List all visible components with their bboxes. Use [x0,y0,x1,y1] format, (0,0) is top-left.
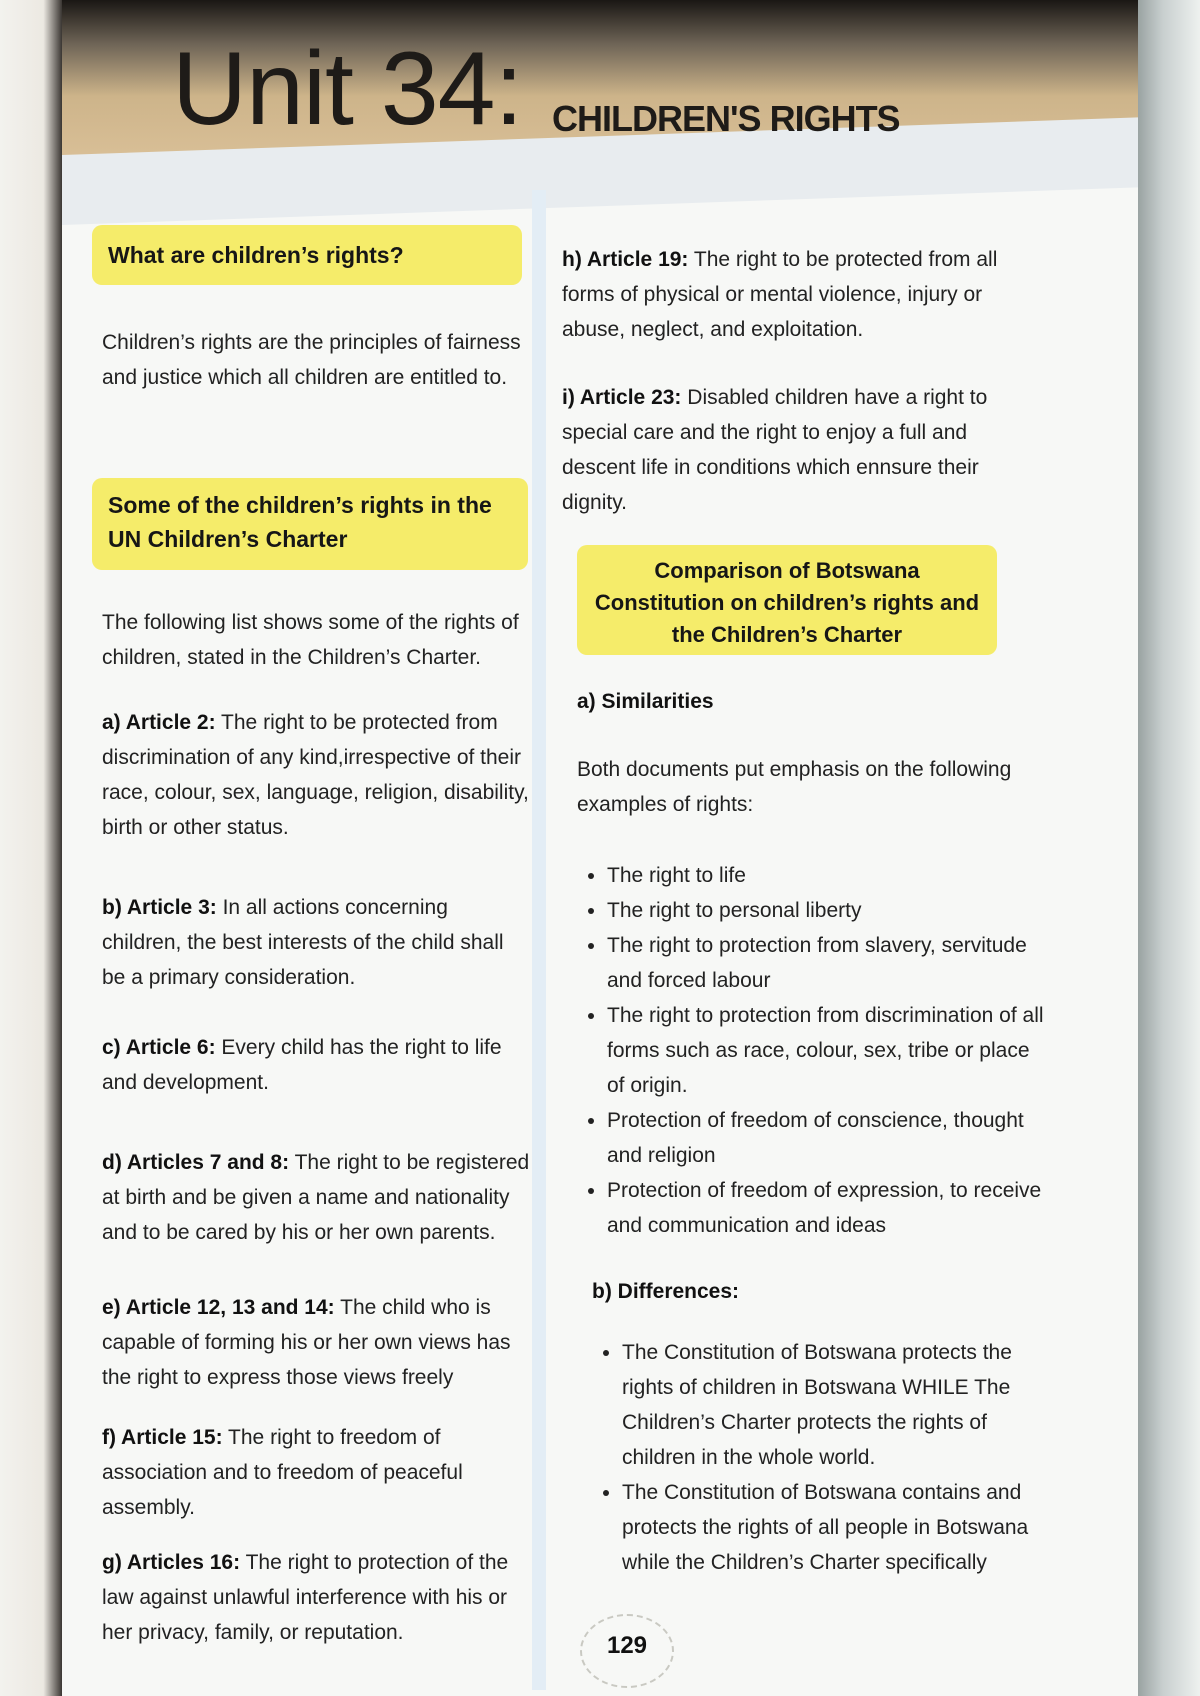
list-item: • The right to protection from discrimination of all forms such as race, colour, sex, tribe or place of origin. [607,998,1047,1103]
column-divider [532,190,546,1690]
list-item: • The right to personal liberty [607,893,1047,928]
page-edge-right [1138,0,1200,1696]
page-number: 129 [606,1632,648,1659]
similarities-list [577,858,1047,1243]
article-label: h) Article 19: [562,248,689,271]
comparison-heading: Comparison of Botswana Constitution on children’s rights and the Children’s Charter [577,545,997,655]
list-item: • The right to protection from slavery, servitude and forced labour [607,928,1047,998]
similarities-intro: Both documents put emphasis on the following examples of rights: [577,758,1012,816]
article-item [102,1290,532,1395]
list-item: • Protection of freedom of conscience, thought and religion [607,1103,1047,1173]
article-text: The right to protection of the law against unlawful interference with his or her privacy, family, or reputation. [102,1551,509,1644]
article-item [102,1545,532,1650]
article-item [562,380,1032,520]
article-label: g) Articles 16: [102,1551,241,1574]
charter-heading: Some of the children’s rights in the UN Children’s Charter [92,478,528,570]
article-label: i) Article 23: [562,386,682,409]
unit-number: Unit 34: [172,31,523,147]
article-text: In all actions concerning children, the best interests of the child shall be a primary consideration. [102,896,504,989]
article-text: The right to be protected from discrimination of any kind,irrespective of their race, colour, sex, language, religion, disability, birth or other status. [102,711,529,839]
article-item [102,705,532,845]
article-text: The right to be protected from all forms of physical or mental violence, injury or abuse, neglect, and exploitation. [562,248,998,341]
article-text: The child who is capable of forming his or her own views has the right to express those views freely [102,1296,511,1389]
article-item [102,1420,532,1525]
article-label: f) Article 15: [102,1426,223,1449]
differences-heading: b) Differences: [592,1280,740,1303]
definition-text: Children’s rights are the principles of fairness and justice which all children are entitled to. [102,331,521,389]
article-label: d) Articles 7 and 8: [102,1151,290,1174]
article-item [562,242,1032,347]
article-label: c) Article 6: [102,1036,216,1059]
similarities-heading: a) Similarities [577,690,714,713]
list-item: • The Constitution of Botswana protects the rights of children in Botswana WHILE The Children’s Charter protects the rights of children in the whole world. [622,1335,1052,1475]
list-item: • Protection of freedom of expression, to receive and communication and ideas [607,1173,1047,1243]
list-item: • The Constitution of Botswana contains and protects the rights of all people in Botswana while the Children’s Charter specifically [622,1475,1052,1580]
article-text: The right to be registered at birth and be given a name and nationality and to be cared by his or her own parents. [102,1151,530,1244]
page-edge-left [0,0,62,1696]
textbook-page [62,0,1138,1696]
article-text: Disabled children have a right to special care and the right to enjoy a full and descent life in conditions which ennsure their dignity. [562,386,988,514]
differences-list [592,1335,1052,1580]
article-label: e) Article 12, 13 and 14: [102,1296,335,1319]
intro-text: The following list shows some of the rights of children, stated in the Children’s Charter. [102,611,519,669]
article-item [102,1030,532,1100]
unit-topic: CHILDREN'S RIGHTS [552,98,900,139]
article-item [102,890,532,995]
article-text: The right to freedom of association and to freedom of peaceful assembly. [102,1426,463,1519]
article-text: Every child has the right to life and development. [102,1036,502,1094]
article-item [102,1145,532,1250]
article-label: b) Article 3: [102,896,217,919]
article-label: a) Article 2: [102,711,216,734]
list-item: • The right to life [607,858,1047,893]
question-heading: What are children’s rights? [92,225,522,285]
